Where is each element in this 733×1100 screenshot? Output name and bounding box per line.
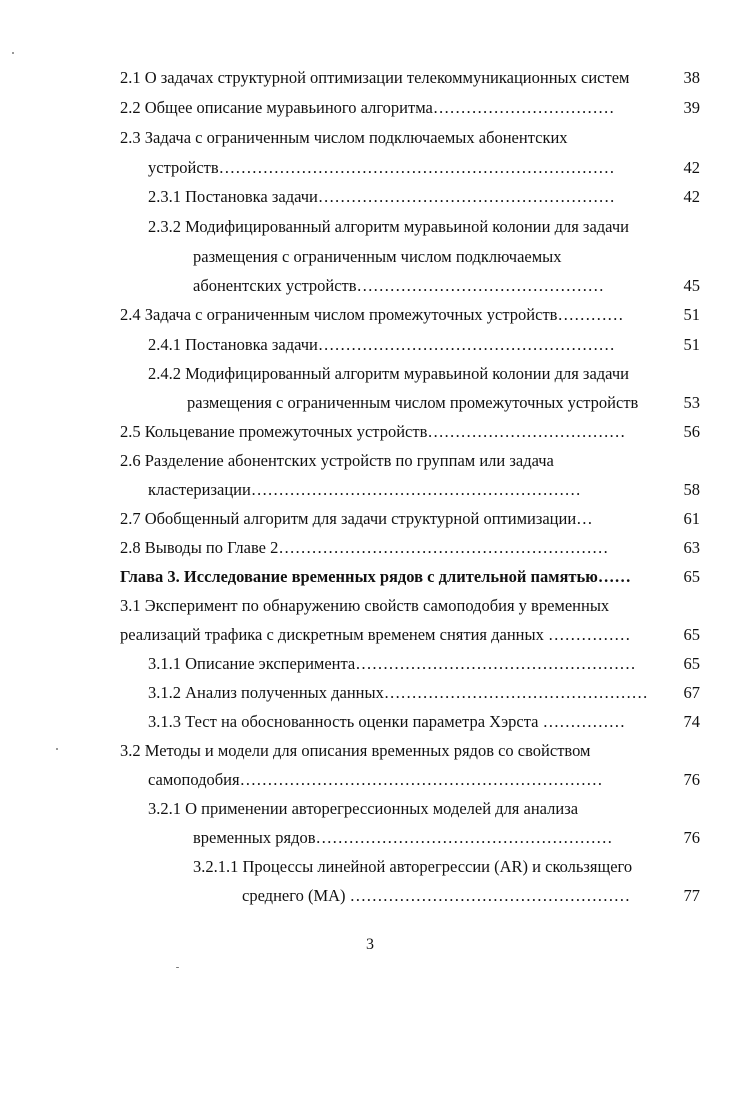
toc-entry-2-1: 2.1 О задачах структурной оптимизации телекоммуникационных систем: [120, 68, 630, 87]
toc-entry-2-4-1: 2.4.1 Постановка задачи………………………………………………: [148, 335, 615, 354]
toc-page-2-7: 61: [683, 509, 700, 528]
toc-page-3-1-2: 67: [683, 683, 700, 702]
toc-chapter-3: Глава 3. Исследование временных рядов с длительной памятью……: [120, 567, 631, 586]
toc-entry-2-2: 2.2 Общее описание муравьиного алгоритма……………………………: [120, 98, 615, 117]
toc-entry-3-2-1-cont: временных рядов………………………………………………: [193, 828, 613, 847]
toc-entry-3-2-1-title: 3.2.1 О применении авторегрессионных моделей для анализа: [148, 799, 579, 818]
toc-entry-3-2-1-1-cont: среднего (MA) ……………………………………………: [242, 886, 631, 905]
scan-speck: [56, 748, 58, 750]
toc-entry-3-1-title: 3.1 Эксперимент по обнаружению свойств самоподобия у временных: [120, 596, 610, 615]
toc-entry-2-6-cont: кластеризации……………………………………………………: [148, 480, 581, 499]
toc-entry-3-1-3: 3.1.3 Тест на обоснованность оценки параметра Хэрста ……………: [148, 712, 626, 731]
toc-entry-2-4-2-title: 2.4.2 Модифицированный алгоритм муравьиной колонии для задачи: [148, 364, 629, 383]
toc-entry-2-3-cont: устройств………………………………………………………………: [148, 158, 615, 177]
toc-page-2-3: 42: [683, 158, 700, 177]
toc-page-2-4: 51: [683, 305, 700, 324]
toc-entry-2-3-1: 2.3.1 Постановка задачи………………………………………………: [148, 187, 615, 206]
toc-page-3-1-3: 74: [683, 712, 700, 731]
toc-entry-3-1-cont: реализаций трафика с дискретным временем снятия данных ……………: [120, 625, 631, 644]
toc-page-2-5: 56: [683, 422, 700, 441]
toc-entry-2-3-2-title: 2.3.2 Модифицированный алгоритм муравьиной колонии для задачи: [148, 217, 629, 236]
toc-entry-3-1-1: 3.1.1 Описание эксперимента……………………………………………: [148, 654, 636, 673]
toc-page-2-1: 38: [683, 68, 700, 87]
toc-entry-2-4: 2.4 Задача с ограниченным числом промежуточных устройств…………: [120, 305, 624, 324]
toc-entry-3-2-title: 3.2 Методы и модели для описания временных рядов со свойством: [120, 741, 591, 760]
toc-entry-3-2-1-1-title: 3.2.1.1 Процессы линейной авторегрессии (AR) и скользящего: [193, 857, 633, 876]
scan-speck: [12, 52, 14, 54]
toc-page-3-2-1-1: 77: [683, 886, 700, 905]
toc-entry-2-7: 2.7 Обобщенный алгоритм для задачи структурной оптимизации…: [120, 509, 593, 528]
toc-entry-3-1-2: 3.1.2 Анализ полученных данных…………………………………………: [148, 683, 648, 702]
toc-entry-2-5: 2.5 Кольцевание промежуточных устройств………………………………: [120, 422, 626, 441]
toc-page-2-2: 39: [683, 98, 700, 117]
toc-page-3-1: 65: [683, 625, 700, 644]
toc-page-chapter-3: 65: [683, 567, 700, 586]
toc-page-3-2: 76: [683, 770, 700, 789]
toc-page-2-3-2: 45: [683, 276, 700, 295]
scan-speck: [176, 967, 179, 968]
toc-page-2-8: 63: [683, 538, 700, 557]
toc-page-2-3-1: 42: [683, 187, 700, 206]
toc-page-2-4-1: 51: [683, 335, 700, 354]
toc-entry-2-3-2-cont2: абонентских устройств………………………………………: [193, 276, 605, 295]
toc-entry-2-4-2-cont: размещения с ограниченным числом промежуточных устройств: [187, 393, 639, 412]
page-number: 3: [366, 936, 374, 953]
toc-entry-2-8: 2.8 Выводы по Главе 2……………………………………………………: [120, 538, 609, 557]
toc-page-3-2-1: 76: [683, 828, 700, 847]
toc-page-2-4-2: 53: [683, 393, 700, 412]
toc-entry-3-2-cont: самоподобия…………………………………………………………: [148, 770, 603, 789]
toc-entry-2-3-2-cont: размещения с ограниченным числом подключаемых: [193, 247, 562, 266]
toc-page-3-1-1: 65: [683, 654, 700, 673]
toc-page-2-6: 58: [683, 480, 700, 499]
toc-entry-2-6-title: 2.6 Разделение абонентских устройств по группам или задача: [120, 451, 554, 470]
toc-entry-2-3-title: 2.3 Задача с ограниченным числом подключаемых абонентских: [120, 128, 568, 147]
